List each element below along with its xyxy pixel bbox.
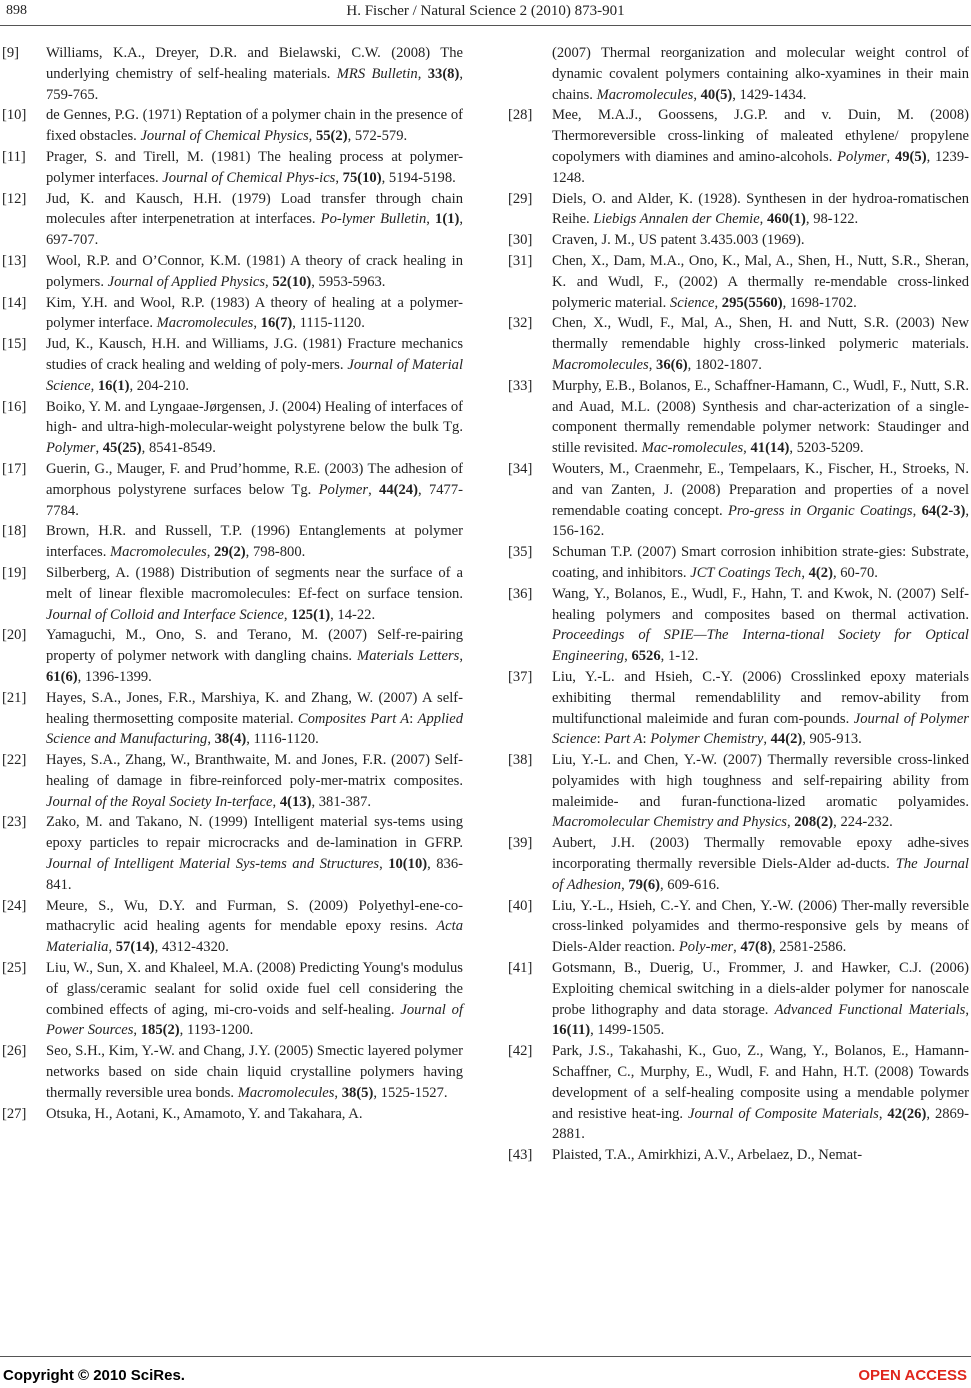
journal-name: Proceedings of SPIE—The Interna-tional Society for Optical Engineering [552, 627, 969, 665]
volume-issue: 40(5) [700, 86, 733, 103]
reference-text: , 905-913. [802, 731, 862, 748]
reference-text: de Gennes, P.G. (1971) Reptation of a polymer chain in the presence of fixed obstacles. [46, 107, 463, 145]
reference-item [2, 896, 463, 958]
reference-text: , 98-122. [805, 211, 859, 228]
reference-text: Craven, J. M., US patent 3.435.003 (1969). [552, 232, 805, 249]
volume-issue: 4(13) [279, 793, 312, 810]
reference-text: Brown, H.R. and Russell, T.P. (1996) Entanglements at polymer interfaces. [46, 523, 463, 561]
reference-text: , [763, 731, 771, 748]
reference-text: Liu, W., Sun, X. and Khaleel, M.A. (2008) Predicting Young's modulus of glass/ceramic sealant for solid oxide fuel cell considering the combined effects of aging, mi-cro-voids and self-healing. [46, 960, 463, 1018]
reference-number: [13] [2, 252, 27, 269]
references-right-column [508, 43, 969, 1166]
reference-text: Guerin, G., Mauger, F. and Prud’homme, R.E. (2003) The adhesion of amorphous polystyrene surfaces below Tg. [46, 460, 463, 498]
reference-text: , 1396-1399. [77, 668, 152, 685]
volume-issue: 16(1) [97, 377, 130, 394]
reference-number: [40] [508, 897, 533, 914]
reference-text: , [133, 1022, 141, 1039]
reference-number: [36] [508, 585, 533, 602]
reference-item [508, 750, 969, 833]
reference-item [508, 459, 969, 542]
reference-number: [25] [2, 960, 27, 977]
reference-text: Aubert, J.H. (2003) Thermally removable epoxy adhe-sives incorporating thermally reversible Diels-Alder ad-ducts. [552, 835, 969, 873]
reference-body [552, 1041, 969, 1145]
reference-item [508, 1145, 969, 1166]
reference-body [46, 688, 463, 750]
reference-number: [41] [508, 960, 533, 977]
journal-name: MRS Bulletin [336, 65, 418, 82]
reference-text: , [786, 814, 795, 831]
volume-issue: 57(14) [115, 939, 155, 956]
reference-text: , 5194-5198. [381, 169, 456, 186]
reference-text: Zako, M. and Takano, N. (1999) Intelligent material sys-tems using epoxy particles to repair microcracks and de-lamination in GFRP. [46, 814, 463, 852]
reference-number: [30] [508, 232, 533, 249]
reference-text: , [878, 1105, 888, 1122]
reference-item [2, 189, 463, 251]
reference-body [46, 251, 463, 293]
volume-issue: 16(11) [552, 1022, 591, 1039]
reference-text: Diels, O. and Alder, K. (1928). Synthesen in der hydroa-romatischen Reihe. [552, 190, 969, 228]
reference-number: [14] [2, 294, 27, 311]
footer-rule [0, 1356, 971, 1357]
reference-body [552, 584, 969, 667]
references-left-column [2, 43, 463, 1124]
reference-number: [28] [508, 107, 533, 124]
reference-text: , 1115-1120. [292, 315, 365, 332]
journal-name: Advanced Functional Materials [774, 1001, 966, 1018]
reference-continuation [508, 43, 969, 105]
reference-number: [18] [2, 523, 27, 540]
reference-item [2, 459, 463, 521]
reference-text: , [459, 648, 463, 665]
reference-item [2, 521, 463, 563]
journal-name: Polymer Chemistry [650, 731, 764, 748]
reference-number: [9] [2, 45, 20, 61]
reference-item [2, 563, 463, 625]
reference-body [46, 625, 463, 687]
reference-item [2, 334, 463, 396]
reference-number: [17] [2, 460, 27, 477]
reference-text: , 7477-7784. [46, 481, 463, 519]
reference-text: , 224-232. [833, 814, 893, 831]
volume-issue: 55(2) [315, 128, 348, 145]
reference-text: , 836-841. [46, 856, 463, 893]
journal-name: Journal of Power Sources [46, 1001, 463, 1039]
journal-name: Composites Part A [297, 710, 410, 727]
reference-text: , [265, 273, 273, 290]
reference-body [552, 313, 969, 375]
reference-number: [42] [508, 1043, 533, 1060]
reference-item [508, 251, 969, 313]
journal-name: Polymer [46, 440, 96, 457]
reference-number: [24] [2, 897, 27, 914]
journal-name: Polymer [837, 148, 887, 165]
reference-body [46, 147, 463, 189]
reference-item [508, 584, 969, 667]
reference-item [508, 1041, 969, 1145]
reference-number: [26] [2, 1043, 27, 1060]
reference-number: [27] [2, 1105, 27, 1122]
reference-number: [15] [2, 336, 27, 353]
reference-number: [29] [508, 190, 533, 207]
reference-text: , 1429-1434. [732, 86, 807, 103]
reference-text: , 1525-1527. [373, 1084, 448, 1101]
reference-text: Schuman T.P. (2007) Smart corrosion inhibition strate-gies: Substrate, coating, and inhibitors. [552, 544, 969, 581]
reference-body [552, 105, 969, 188]
reference-text: Liu, Y.-L. and Hsieh, C.-Y. (2006) Crosslinked epoxy materials exhibiting thermal remendablility and remov-ability from multifunctional maleimide and furan com-pounds. [552, 668, 969, 727]
reference-text: , 8541-8549. [141, 440, 216, 457]
reference-body [46, 397, 463, 459]
reference-number: [39] [508, 835, 533, 852]
reference-number: [21] [2, 689, 27, 706]
reference-number: [33] [508, 377, 533, 394]
copyright-notice: Copyright © 2010 SciRes. [3, 1367, 185, 1384]
volume-issue: 36(6) [656, 356, 688, 373]
reference-item [508, 313, 969, 375]
reference-body [46, 812, 463, 895]
reference-text: , [801, 564, 809, 581]
reference-text: , 1-12. [660, 648, 699, 665]
volume-issue: 44(24) [379, 481, 418, 498]
reference-text: Yamaguchi, M., Ono, S. and Terano, M. (2007) Self-re-pairing property of polymer network with dangling chains. [46, 627, 463, 665]
reference-text: , [308, 128, 316, 145]
reference-text: , 1698-1702. [782, 294, 857, 311]
reference-body [552, 833, 969, 895]
reference-item [2, 397, 463, 459]
reference-item [2, 105, 463, 147]
reference-text: , [912, 502, 922, 519]
volume-issue: 38(4) [214, 731, 247, 748]
reference-text: Otsuka, H., Aotani, K., Amamoto, Y. and Takahara, A. [46, 1105, 363, 1122]
reference-body [552, 750, 969, 833]
reference-body [46, 293, 463, 335]
reference-text: , 60-70. [832, 564, 878, 581]
volume-issue: 42(26) [887, 1105, 927, 1122]
reference-text: , 1499-1505. [590, 1022, 665, 1039]
reference-text: , [368, 481, 380, 498]
volume-issue: 61(6) [46, 668, 78, 685]
reference-number: [16] [2, 398, 27, 415]
volume-issue: 52(10) [272, 273, 312, 290]
reference-body [552, 189, 969, 231]
open-access-label: OPEN ACCESS [858, 1367, 967, 1384]
reference-body [552, 1145, 969, 1166]
journal-name: Acta Materialia [46, 918, 463, 956]
reference-text: Gotsmann, B., Duerig, U., Frommer, J. and Hawker, C.J. (2006) Exploiting chemical switching in a diels-alder polymer for nanoscale probe lithography and data storage. [552, 960, 969, 1018]
reference-text: Wool, R.P. and O’Connor, K.M. (1981) A theory of crack healing in polymers. [46, 252, 463, 290]
reference-item [508, 833, 969, 895]
journal-name: Journal of the Royal Society In-terface [46, 793, 273, 810]
reference-text: Seo, S.H., Kim, Y.-W. and Chang, J.Y. (2005) Smectic layered polymer networks based on side chain liquid crystalline polymers having thermally reversible urea bonds. [46, 1043, 463, 1101]
volume-issue: 208(2) [794, 814, 834, 831]
volume-issue: 79(6) [628, 876, 660, 893]
volume-issue: 295(5560) [721, 294, 783, 311]
reference-text: Park, J.S., Takahashi, K., Guo, Z., Wang, Y., Bolanos, E., Hamann-Schaffner, C., Murphy, E., Wudl, F. and Hahn, H.T. (2008) Towards development of a self-healing composite using a mendable polymer and resistive heat-ing. [552, 1043, 969, 1122]
reference-text: , [283, 606, 292, 623]
reference-number: [22] [2, 752, 27, 769]
journal-name: Journal of Intelligent Material Sys-tems and Structures [46, 856, 380, 873]
journal-name: JCT Coatings Tech [690, 564, 802, 581]
reference-text: , [379, 856, 389, 873]
volume-issue: 41(14) [750, 440, 790, 457]
reference-body [552, 542, 969, 584]
reference-text: , [714, 294, 722, 311]
reference-text: Plaisted, T.A., Amirkhizi, A.V., Arbelaez, D., Nemat- [552, 1147, 863, 1164]
reference-text: (2007) Thermal reorganization and molecular weight control of dynamic covalent polymers containing alko-xyamines in their main chains. [552, 45, 969, 103]
reference-item [2, 1104, 463, 1125]
reference-body [46, 1104, 463, 1125]
reference-number: [19] [2, 564, 27, 581]
reference-text: , [108, 939, 116, 956]
reference-item [2, 147, 463, 189]
reference-item [2, 958, 463, 1041]
reference-text: Wouters, M., Craenmehr, E., Tempelaars, K., Fischer, H., Stroeks, N. and van Zanten, J. (2008) Preparation and properties of a novel remendable coating concept. [552, 460, 969, 519]
volume-issue: 75(10) [342, 169, 382, 186]
page-number: 898 [6, 3, 27, 18]
volume-issue: 38(5) [341, 1084, 374, 1101]
volume-issue: 44(2) [770, 731, 803, 748]
volume-issue: 16(7) [260, 315, 293, 332]
reference-item [508, 542, 969, 584]
reference-text: Liu, Y.-L. and Chen, Y.-W. (2007) Thermally reversible cross-linked polyamides with high toughness and self-repairing ability from maleimide- and furan-functiona-lized aromatic polyamides. [552, 752, 969, 810]
reference-text: , 697-707. [46, 211, 464, 249]
journal-name: Journal of Chemical Phys-ics [162, 169, 336, 186]
reference-number: [20] [2, 627, 27, 644]
reference-text: , [90, 377, 98, 394]
reference-text: , 14-22. [330, 606, 376, 623]
reference-number: [37] [508, 668, 533, 685]
reference-number: [32] [508, 315, 533, 332]
reference-text: , [965, 1001, 970, 1018]
reference-item [508, 189, 969, 231]
journal-name: Po-lymer Bulletin [320, 211, 427, 228]
reference-number: [43] [508, 1147, 533, 1164]
reference-number: [11] [2, 148, 26, 165]
reference-body [46, 105, 463, 147]
reference-text: Chen, X., Wudl, F., Mal, A., Shen, H. and Nutt, S.R. (2003) New thermally remendable highly cross-linked polymeric materials. [552, 315, 969, 353]
page-header [0, 0, 971, 28]
journal-name: Polymer [318, 481, 369, 498]
journal-name: Science [669, 294, 715, 311]
reference-text: , 1802-1807. [687, 356, 762, 373]
header-rule [0, 25, 971, 26]
reference-text: , [207, 731, 215, 748]
reference-item [2, 625, 463, 687]
reference-text: : [596, 731, 605, 748]
volume-issue: 29(2) [214, 544, 246, 561]
reference-item [508, 376, 969, 459]
volume-issue: 33(8) [427, 65, 460, 82]
reference-text: , 759-765. [46, 65, 463, 103]
reference-text: , [733, 939, 741, 956]
reference-text: Hayes, S.A., Zhang, W., Branthwaite, M. and Jones, F.R. (2007) Self-healing of damage in fibre-reinforced poly-mer-matrix composites. [46, 752, 463, 789]
reference-text: Murphy, E.B., Bolanos, E., Schaffner-Hamann, C., Wudl, F., Nutt, S.R. and Auad, M.L. (2008) Synthesis and char-acterization of a single-component thermally remendable polymer network: Staudinger and stille revisited. [552, 377, 969, 457]
reference-body [552, 459, 969, 542]
reference-text: , 2869-2881. [552, 1105, 969, 1143]
reference-number: [38] [508, 752, 533, 769]
reference-text: : [409, 710, 418, 727]
reference-text: , [95, 440, 103, 457]
reference-text: Hayes, S.A., Jones, F.R., Marshiya, K. and Zhang, W. (2007) A self-healing thermosetting composite material. [46, 689, 463, 727]
reference-text: , 5203-5209. [789, 440, 864, 457]
reference-number: [12] [2, 190, 27, 207]
journal-name: Part A [604, 731, 643, 748]
reference-number: [35] [508, 544, 533, 561]
reference-text: , 609-616. [659, 876, 720, 893]
journal-name: Liebigs Annalen der Chemie [593, 211, 760, 228]
reference-number: [31] [508, 252, 533, 269]
volume-issue: 49(5) [894, 148, 927, 165]
reference-body [46, 189, 463, 251]
reference-text: Liu, Y.-L., Hsieh, C.-Y. and Chen, Y.-W. (2006) Ther-mally reversible cross-linked polyamides and thermo-responsive gels by means of Diels-Alder reaction. [552, 897, 969, 956]
volume-issue: 185(2) [140, 1022, 180, 1039]
reference-body [552, 958, 969, 1041]
reference-item [2, 750, 463, 812]
reference-text: , [426, 211, 436, 228]
reference-text: , [335, 169, 343, 186]
reference-body [46, 334, 463, 396]
reference-text: , 1116-1120. [246, 731, 319, 748]
reference-text: Jud, K. and Kausch, H.H. (1979) Load transfer through chain molecules after interpenetration at interfaces. [46, 190, 463, 228]
reference-text: Meure, S., Wu, D.Y. and Furman, S. (2009) Polyethyl-ene-co-mathacrylic acid healing agents for mendable epoxy resins. [46, 897, 463, 935]
journal-name: Macromolecules [596, 86, 694, 103]
reference-text: , 798-800. [245, 544, 306, 561]
reference-text: , [624, 648, 632, 665]
volume-issue: 1(1) [435, 211, 460, 228]
reference-item [508, 667, 969, 750]
journal-name: Materials Letters [357, 648, 460, 665]
journal-name: Mac-romolecules [641, 440, 744, 457]
journal-name: Pro-gress in Organic Coatings [728, 502, 913, 519]
reference-text: , [334, 1084, 342, 1101]
reference-body [46, 750, 463, 812]
reference-body [46, 958, 463, 1041]
reference-text: , 4312-4320. [154, 939, 229, 956]
journal-name: Applied Science and Manufacturing [46, 710, 463, 748]
reference-text: Mee, M.A.J., Goossens, J.G.P. and v. Duin, M. (2008) Thermoreversible cross-linking of maleated ethylene/ propylene copolymers with diamines and amino-alcohols. [552, 107, 969, 165]
volume-issue: 47(8) [740, 939, 773, 956]
reference-text: , 2581-2586. [772, 939, 847, 956]
journal-name: Macromolecules [110, 544, 207, 561]
volume-issue: 64(2-3) [921, 502, 966, 519]
reference-text: , 1193-1200. [179, 1022, 254, 1039]
reference-text: , [759, 211, 767, 228]
reference-text: , [743, 440, 751, 457]
reference-text: Boiko, Y. M. and Lyngaae-Jørgensen, J. (2004) Healing of interfaces of high- and ultra-high-molecular-weight polystyrene below the bulk Tg. [46, 398, 463, 436]
journal-name: Poly-mer [678, 939, 734, 956]
reference-body [552, 251, 969, 313]
reference-text: Silberberg, A. (1988) Distribution of segments near the surface of a melt of linear flexible macromolecules: Ef-fect on surface tension. [46, 564, 463, 602]
journal-name: Macromolecules [237, 1084, 335, 1101]
volume-issue: 460(1) [766, 211, 806, 228]
reference-item [2, 688, 463, 750]
reference-text: Williams, K.A., Dreyer, D.R. and Bielawski, C.W. (2008) The underlying chemistry of self-healing materials. [46, 45, 463, 82]
reference-item [2, 43, 463, 105]
reference-body [46, 459, 463, 521]
reference-text: , 156-162. [552, 502, 969, 540]
reference-text: , 5953-5963. [311, 273, 386, 290]
reference-text: Chen, X., Dam, M.A., Ono, K., Mal, A., Shen, H., Nutt, S.R., Sheran, K. and Wudl, F., (2002) A thermally re-mendable cross-linked polymeric material. [552, 252, 969, 311]
reference-item [508, 958, 969, 1041]
reference-body [552, 896, 969, 958]
reference-text: , [693, 86, 701, 103]
journal-name: Macromolecules [552, 356, 649, 373]
journal-name: Macromolecules [156, 315, 254, 332]
reference-body [552, 376, 969, 459]
reference-text: , 381-387. [311, 793, 372, 810]
reference-text: , [272, 793, 280, 810]
reference-number: [23] [2, 814, 27, 831]
reference-body [552, 667, 969, 750]
volume-issue: 45(25) [102, 440, 142, 457]
reference-item [2, 293, 463, 335]
reference-text: : [642, 731, 651, 748]
journal-name: Journal of Composite Materials [688, 1105, 879, 1122]
journal-name: Journal of Material Science [46, 356, 463, 394]
reference-text: , [621, 876, 629, 893]
reference-text: , [206, 544, 215, 561]
volume-issue: 125(1) [291, 606, 331, 623]
reference-text: Wang, Y., Bolanos, E., Wudl, F., Hahn, T. and Kwok, N. (2007) Self-healing polymers and composites based on thermal activation. [552, 585, 969, 623]
reference-body [46, 43, 463, 105]
reference-number: [10] [2, 107, 27, 124]
journal-name: Journal of Applied Physics [107, 273, 266, 290]
reference-text: , 1239-1248. [552, 148, 969, 186]
reference-item [2, 251, 463, 293]
reference-body [46, 1041, 463, 1103]
volume-issue: 10(10) [388, 856, 428, 873]
reference-body [46, 563, 463, 625]
journal-name: Macromolecular Chemistry and Physics [552, 814, 787, 831]
reference-body [552, 230, 969, 251]
volume-issue: 4(2) [808, 564, 833, 581]
reference-text: , [648, 356, 657, 373]
reference-item [2, 1041, 463, 1103]
reference-text: Jud, K., Kausch, H.H. and Williams, J.G. (1981) Fracture mechanics studies of crack healing and welding of poly-mers. [46, 336, 463, 373]
volume-issue: 6526 [631, 648, 661, 665]
reference-text: Kim, Y.H. and Wool, R.P. (1983) A theory of healing at a polymer-polymer interface. [46, 294, 463, 332]
running-title: H. Fischer / Natural Science 2 (2010) 873-901 [346, 3, 625, 19]
reference-text: , 204-210. [129, 377, 190, 394]
journal-name: Journal of Colloid and Interface Science [46, 606, 284, 623]
reference-number: [34] [508, 460, 533, 477]
reference-body [46, 521, 463, 563]
reference-text: , [253, 315, 261, 332]
reference-item [2, 812, 463, 895]
reference-text: , 572-579. [347, 128, 408, 145]
reference-text: , [417, 65, 428, 82]
journal-name: Journal of Chemical Physics [140, 128, 309, 145]
reference-item [508, 105, 969, 188]
reference-body [46, 896, 463, 958]
journal-name: Journal of Polymer Science [552, 710, 969, 748]
reference-text: Prager, S. and Tirell, M. (1981) The healing process at polymer-polymer interfaces. [46, 148, 463, 186]
reference-item [508, 230, 969, 251]
journal-name: The Journal of Adhesion [552, 856, 969, 893]
reference-item [508, 896, 969, 958]
reference-text: , [886, 148, 895, 165]
